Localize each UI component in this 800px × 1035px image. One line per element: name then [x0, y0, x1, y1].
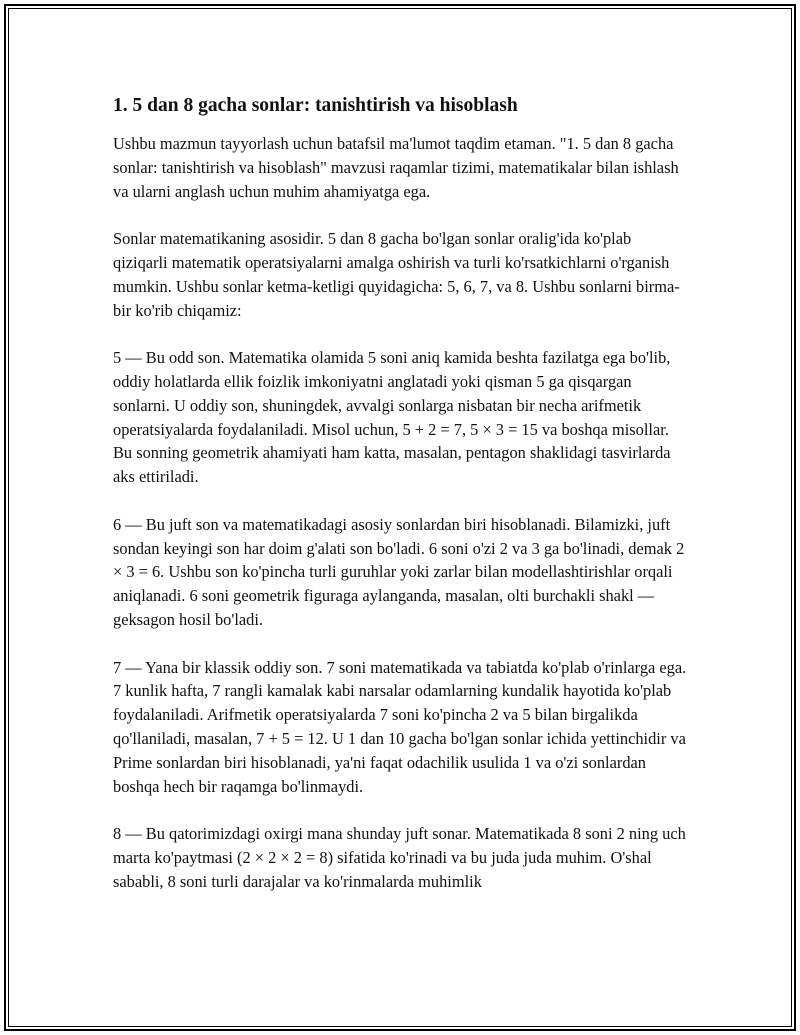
paragraph-numbers-overview: Sonlar matematikaning asosidir. 5 dan 8 gacha bo'lgan sonlar oralig'ida ko'plab qiziqarli matematik operatsiyalarni amalga oshirish va turli ko'rsatkichlarni o'rganish mumkin. Ushbu sonlar ketma-ketligi quyidagicha: 5, 6, 7, va 8. Ushbu sonlarni birma-bir ko'rib chiqamiz:	[113, 229, 680, 320]
paragraph-number-8: 8 — Bu qatorimizdagi oxirgi mana shunday juft sonar. Matematikada 8 soni 2 ning uch marta ko'paytmasi (2 × 2 × 2 = 8) sifatida ko'rinadi va bu juda juda muhim. O'shal sababli, 8 soni turli darajalar va ko'rinmalarda muhimlik	[113, 824, 686, 891]
paragraph-number-6: 6 — Bu juft son va matematikadagi asosiy sonlardan biri hisoblanadi. Bilamizki, juft sondan keyingi son har doim g'alati son bo'ladi. 6 soni o'zi 2 va 3 ga bo'linadi, demak 2 × 3 = 6. Ushbu son ko'pincha turli guruhlar yoki zarlar bilan modellashtirishlar orqali aniqlanadi. 6 soni geometrik figuraga aylanganda, masalan, olti burchakli shakl — geksagon hosil bo'ladi.	[113, 514, 685, 629]
paragraph-number-5: 5 — Bu odd son. Matematika olamida 5 soni aniq kamida beshta fazilatga ega bo'lib, oddiy holatlarda ellik foizlik imkoniyatni anglatadi yoki qisman 5 ga qisqargan sonlarni. U oddiy son, shuningdek, avvalgi sonlarga nisbatan bir necha arifmetik operatsiyalarda foydalaniladi. Misol uchun, 5 + 2 = 7, 5 × 3 = 15 va boshqa misollar. Bu sonning geometrik ahamiyati ham katta, masalan, pentagon shaklidagi tasvirlarda aks ettiriladi.	[113, 348, 671, 487]
document-title: 1. 5 dan 8 gacha sonlar: tanishtirish va hisoblash	[113, 95, 518, 116]
paragraph-intro: Ushbu mazmun tayyorlash uchun batafsil ma'lumot taqdim etaman. "1. 5 dan 8 gacha sonlar: tanishtirish va hisoblash" mavzusi raqamlar tizimi, matematikalar bilan ishlash va ularni anglash uchun muhim ahamiyatga ega.	[113, 134, 679, 201]
paragraph-number-7: 7 — Yana bir klassik oddiy son. 7 soni matematikada va tabiatda ko'plab o'rinlarga ega. 7 kunlik hafta, 7 rangli kamalak kabi narsalar odamlarning kundalik hayotida ko'plab foydalaniladi. Arifmetik operatsiyalarda 7 soni ko'pincha 2 va 5 bilan birgalikda qo'llaniladi, masalan, 7 + 5 = 12. U 1 dan 10 gacha bo'lgan sonlar ichida yettinchidir va Prime sonlardan biri hisoblanadi, ya'ni faqat odachilik usulida 1 va o'zi sonlardan boshqa hech bir raqamga bo'linmaydi.	[113, 657, 687, 796]
document-body	[113, 93, 687, 917]
